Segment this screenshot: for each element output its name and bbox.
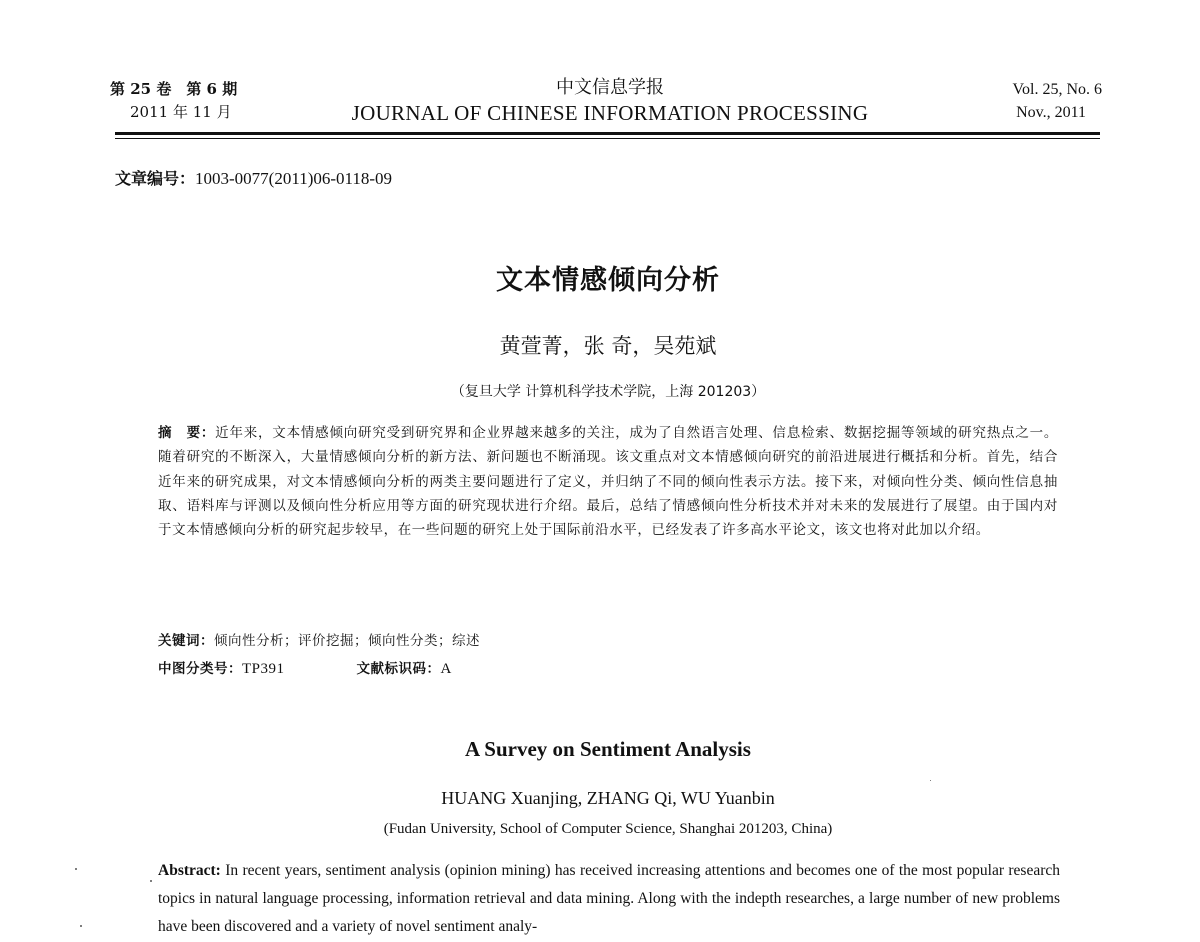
clc-value: TP391 xyxy=(242,661,285,677)
keywords-cn-label: 关键词： xyxy=(158,633,214,649)
header-left xyxy=(110,78,310,124)
scan-speck xyxy=(150,880,152,882)
abstract-en xyxy=(158,857,1060,941)
abstract-cn-label: 摘 要： xyxy=(158,425,216,441)
doc-code-label: 文献标识码： xyxy=(356,661,441,677)
authors-en: HUANG Xuanjing, ZHANG Qi, WU Yuanbin xyxy=(441,788,775,808)
doc-code-value: A xyxy=(440,661,452,677)
article-id xyxy=(115,168,392,190)
scan-speck xyxy=(930,780,931,781)
keywords-cn xyxy=(158,630,480,652)
classification-line xyxy=(158,658,452,680)
paper-title-cn: 文本情感倾向分析 xyxy=(496,265,720,296)
clc-label: 中图分类号： xyxy=(158,661,242,677)
date-cn: 2011 年 11 月 xyxy=(130,103,232,121)
volume-issue-en: Vol. 25, No. 6 xyxy=(1012,81,1102,98)
header-right xyxy=(940,78,1102,124)
volume-issue-cn: 第 25 卷 第 6 期 xyxy=(110,80,238,98)
abstract-cn-text: 近年来，文本情感倾向研究受到研究界和企业界越来越多的关注，成为了自然语言处理、信息检索、数据挖掘等领域的研究热点之一。随着研究的不断深入，大量情感倾向分析的新方法、新问题也不断涌现。该文重点对文本情感倾向研究的前沿进展进行概括和分析。首先，结合近年来的研究成果，对文本情感倾向分析的两类主要问题进行了定义，并归纳了不同的倾向性表示方法。接下来，对倾向性分类、倾向性信息抽取、语料库与评测以及倾向性分析应用等方面的研究现状进行介绍。最后，总结了情感倾向性分析技术并对未来的发展进行了展望。由于国内对于文本情感倾向分析的研究起步较早，在一些问题的研究上处于国际前沿水平，已经发表了许多高水平论文，该文也将对此加以介绍。 xyxy=(158,425,1058,539)
keywords-cn-text: 倾向性分析；评价挖掘；倾向性分类；综述 xyxy=(214,633,480,649)
paper-title-en: A Survey on Sentiment Analysis xyxy=(465,737,751,761)
abstract-en-text: In recent years, sentiment analysis (opinion mining) has received increasing attentions and becomes one of the most popular research topics in natural language processing, information retrieval and data mining. Along with the indepth researches, a large number of new problems have been discovered and a variety of novel sentiment analy- xyxy=(158,862,1061,935)
journal-name-en: JOURNAL OF CHINESE INFORMATION PROCESSING xyxy=(351,101,869,125)
header-rule-thin xyxy=(115,138,1100,139)
header-rule-thick xyxy=(115,132,1100,135)
journal-name-cn: 中文信息学报 xyxy=(556,77,664,98)
date-en: Nov., 2011 xyxy=(1016,104,1086,121)
scan-speck xyxy=(80,925,82,927)
header-center xyxy=(300,76,920,126)
affiliation-en: (Fudan University, School of Computer Science, Shanghai 201203, China) xyxy=(383,821,833,837)
article-id-value: 1003-0077(2011)06-0118-09 xyxy=(195,169,393,188)
authors-cn: 黄萱菁，张 奇，吴苑斌 xyxy=(499,334,717,358)
abstract-en-label: Abstract: xyxy=(158,862,221,879)
scan-speck xyxy=(75,868,77,870)
article-id-label: 文章编号： xyxy=(115,169,196,188)
affiliation-cn: （复旦大学 计算机科学技术学院，上海 201203） xyxy=(450,384,766,400)
abstract-cn xyxy=(158,421,1058,542)
